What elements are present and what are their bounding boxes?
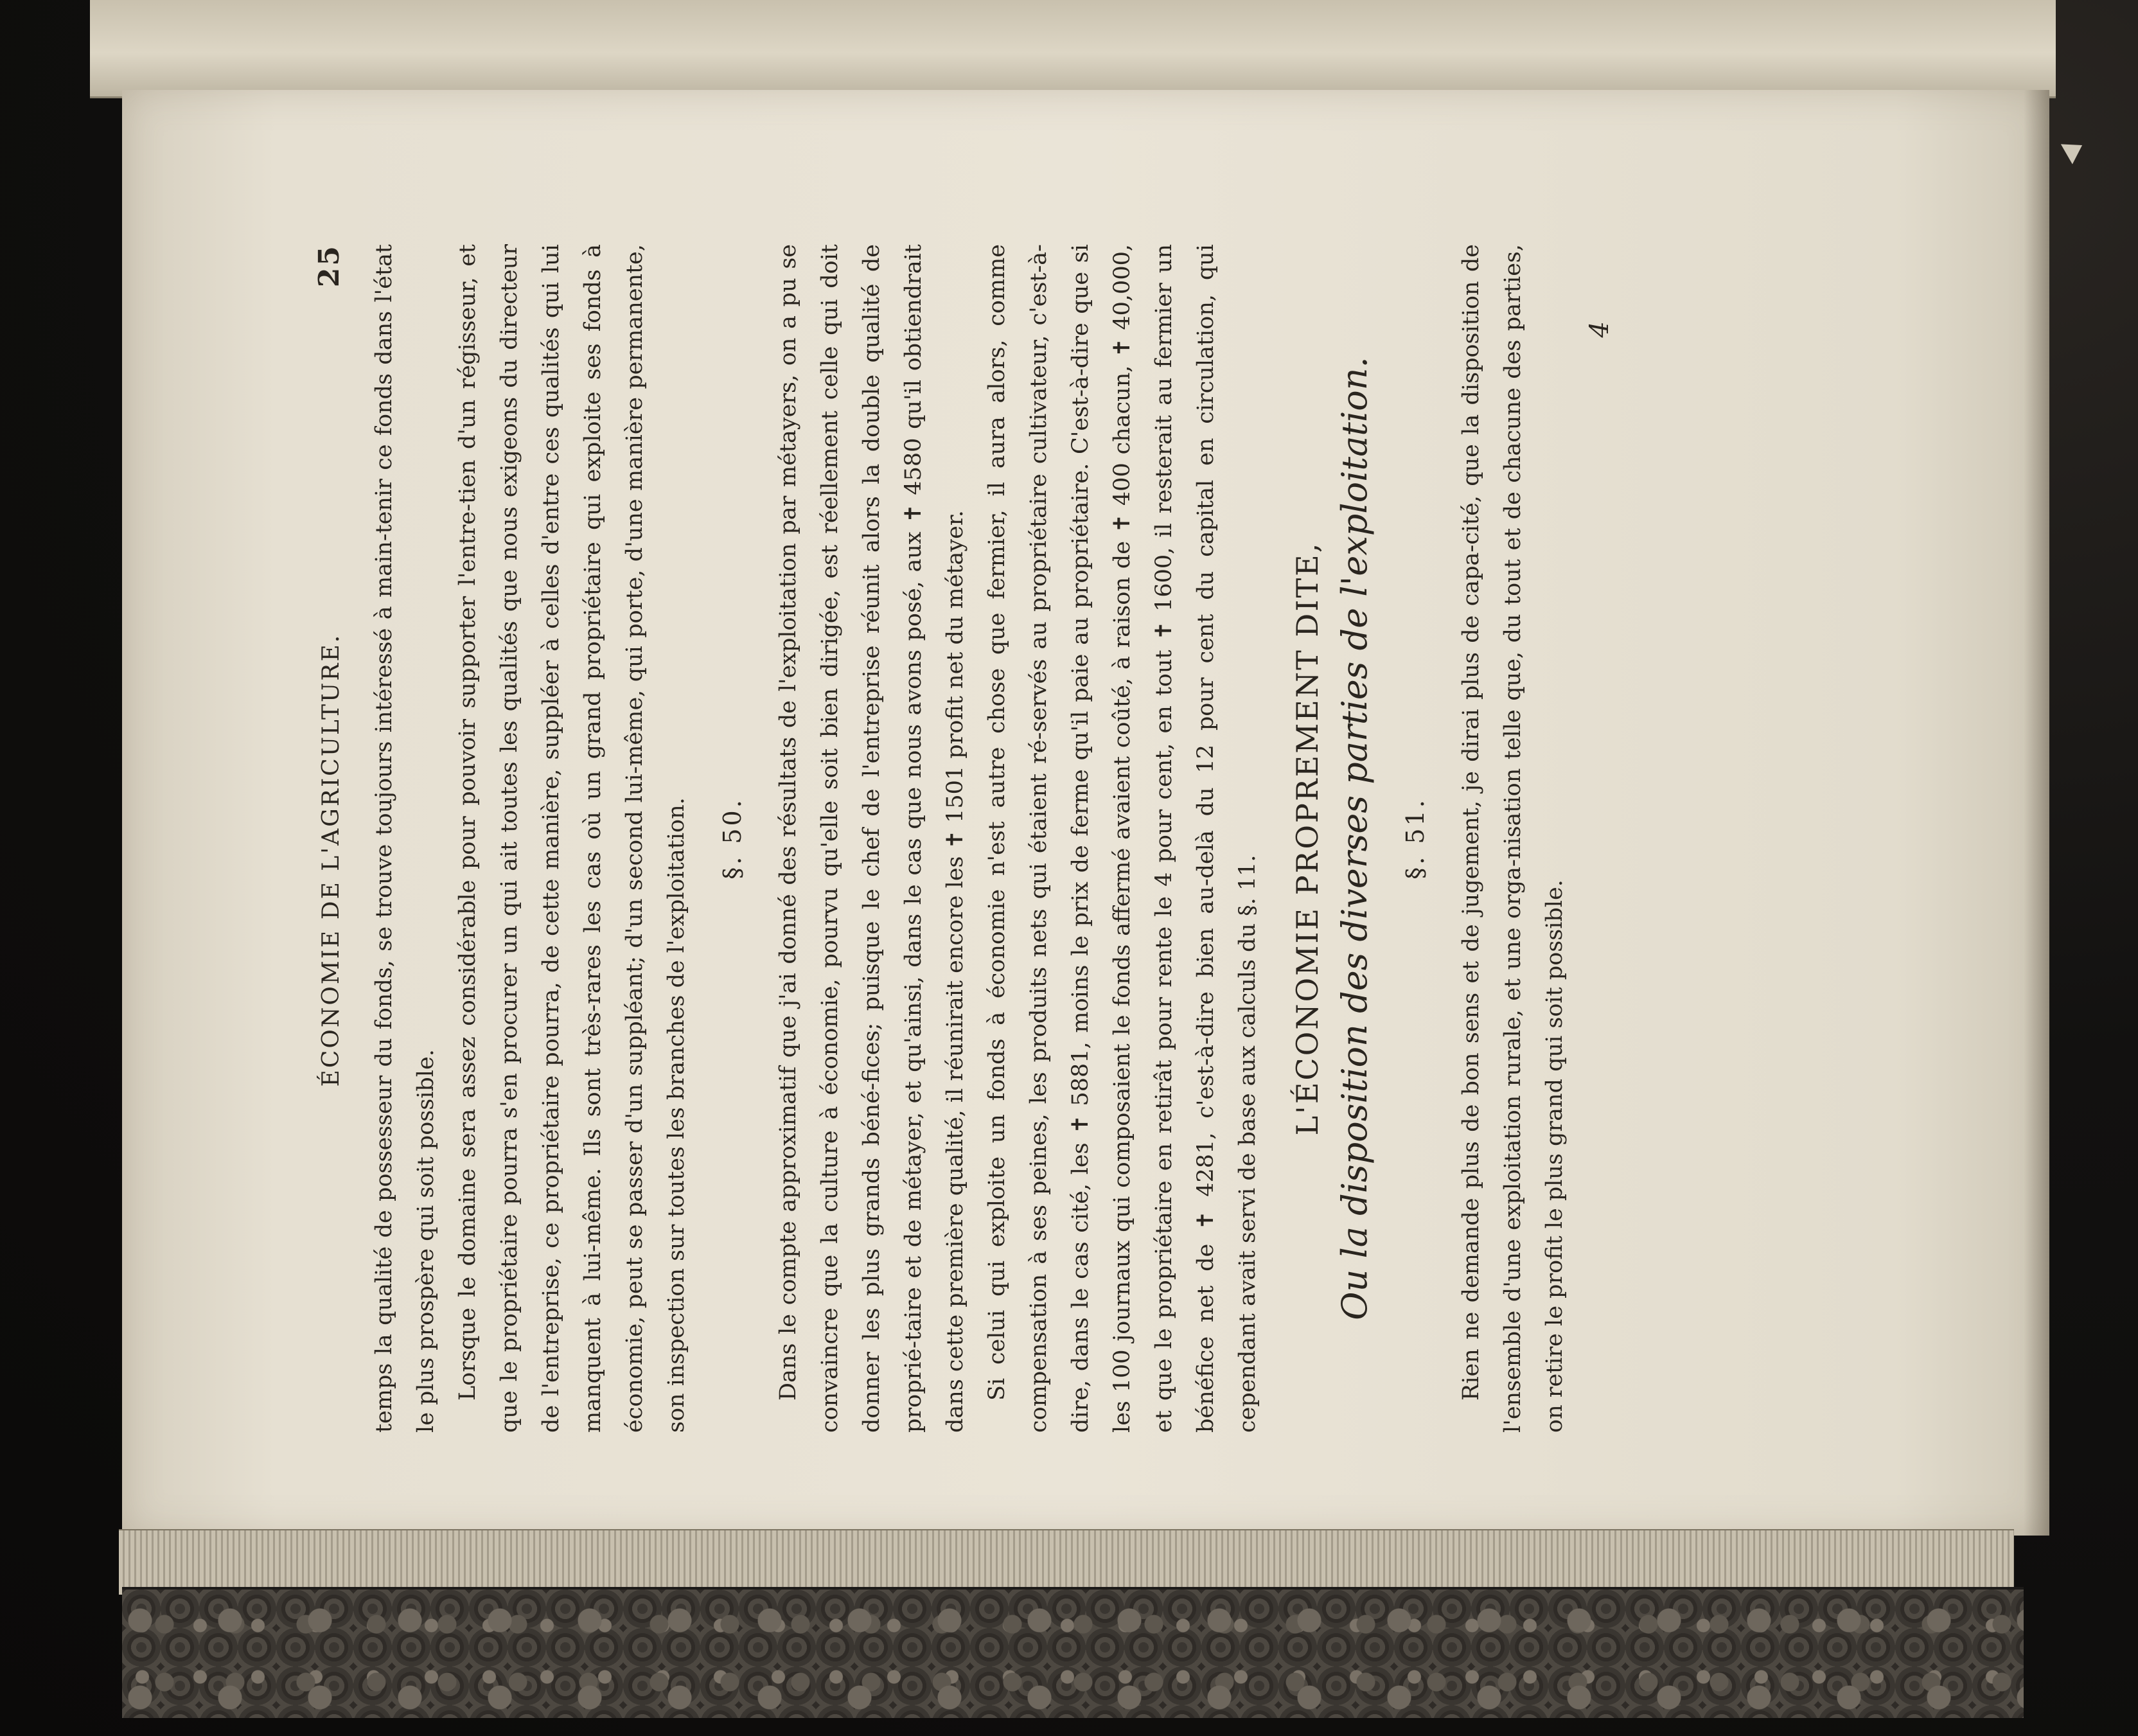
rotated-text-block	[308, 244, 1863, 1433]
chapter-heading: L'ÉCONOMIE PROPREMENT DITE,	[1290, 541, 1325, 1136]
page-stack-top-edge	[90, 0, 2056, 98]
text-column	[308, 244, 1614, 1433]
section-number-51: §. 51.	[1401, 797, 1429, 880]
signature-mark: 4	[1585, 321, 1614, 338]
running-head	[308, 244, 352, 1433]
paragraph-51-1: Rien ne demande plus de bon sens et de jugement, je dirai plus de capa-cité, que la disposition de l'ensemble d'une exploitation rurale, et une orga-nisation telle que, du tout et de chacune des parties, on retire le profit le plus grand qui soit possible.	[1458, 244, 1568, 1433]
chapter-subheading: Ou la disposition des diverses parties de l'exploitation.	[1334, 357, 1375, 1320]
paragraph-intro-1: temps la qualité de possesseur du fonds, se trouve toujours intéressé à main-tenir ce fonds dans l'état le plus prospère qui soit possible.	[371, 244, 439, 1433]
page-edges	[119, 1529, 2014, 1595]
spine-shadow	[2024, 90, 2049, 1536]
page-number: 25	[313, 244, 346, 288]
running-head-title: ÉCONOMIE DE L'AGRICULTURE.	[318, 633, 344, 1087]
marbled-cover-edge	[122, 1587, 2024, 1718]
paragraph-50-1: Dans le compte approximatif que j'ai donné des résultats de l'exploitation par métayers, on a pu se convaincre que la culture à économie, pourvu qu'elle soit bien dirigée, est réellement celle qui doit donner les plus grands béné-fices; puisque le chef de l'entreprise réunit alors la double qualité de proprié-taire et de métayer, et qu'ainsi, dans le cas que nous avons posé, aux ✝ 4580 qu'il obtiendrait dans cette première qualité, il réunirait encore les ✝ 1501 profit net du métayer.	[775, 244, 968, 1433]
section-number-50: §. 50.	[718, 797, 747, 880]
paragraph-50-2: Si celui qui exploite un fonds à économie n'est autre chose que fermier, il aura alors, comme compensation à ses peines, les produits nets qui étaient ré-servés au propriétaire cultivateur, c'est-à-dire, dans le cas cité, les ✝ 5881, moins le prix de ferme qu'il paie au propriétaire. C'est-à-dire que si les 100 journaux qui composaient le fonds affermé avaient coûté, à raison de ✝ 400 chacun, ✝ 40,000, et que le propriétaire en retirât pour rente le 4 pour cent, en tout ✝ 1600, il resterait au fermier un bénéfice net de ✝ 4281, c'est-à-dire bien au-delà du 12 pour cent du capital en circulation, qui cependant avait servi de base aux calculs du §. 11.	[984, 244, 1260, 1433]
paragraph-intro-2: Lorsque le domaine sera assez considérable pour pouvoir supporter l'entre-tien d'un régisseur, et que le propriétaire pourra s'en procurer un qui ait toutes les qualités que nous exigeons du directeur de l'entreprise, ce propriétaire pourra, de cette manière, suppléer à celles d'entre ces qualités qui lui manquent à lui-même. Ils sont très-rares les cas où un grand propriétaire qui exploite ses fonds à économie, peut se passer d'un suppléant; d'un second lui-même, qui porte, d'une manière permanente, son inspection sur toutes les branches de l'exploitation.	[455, 244, 689, 1433]
